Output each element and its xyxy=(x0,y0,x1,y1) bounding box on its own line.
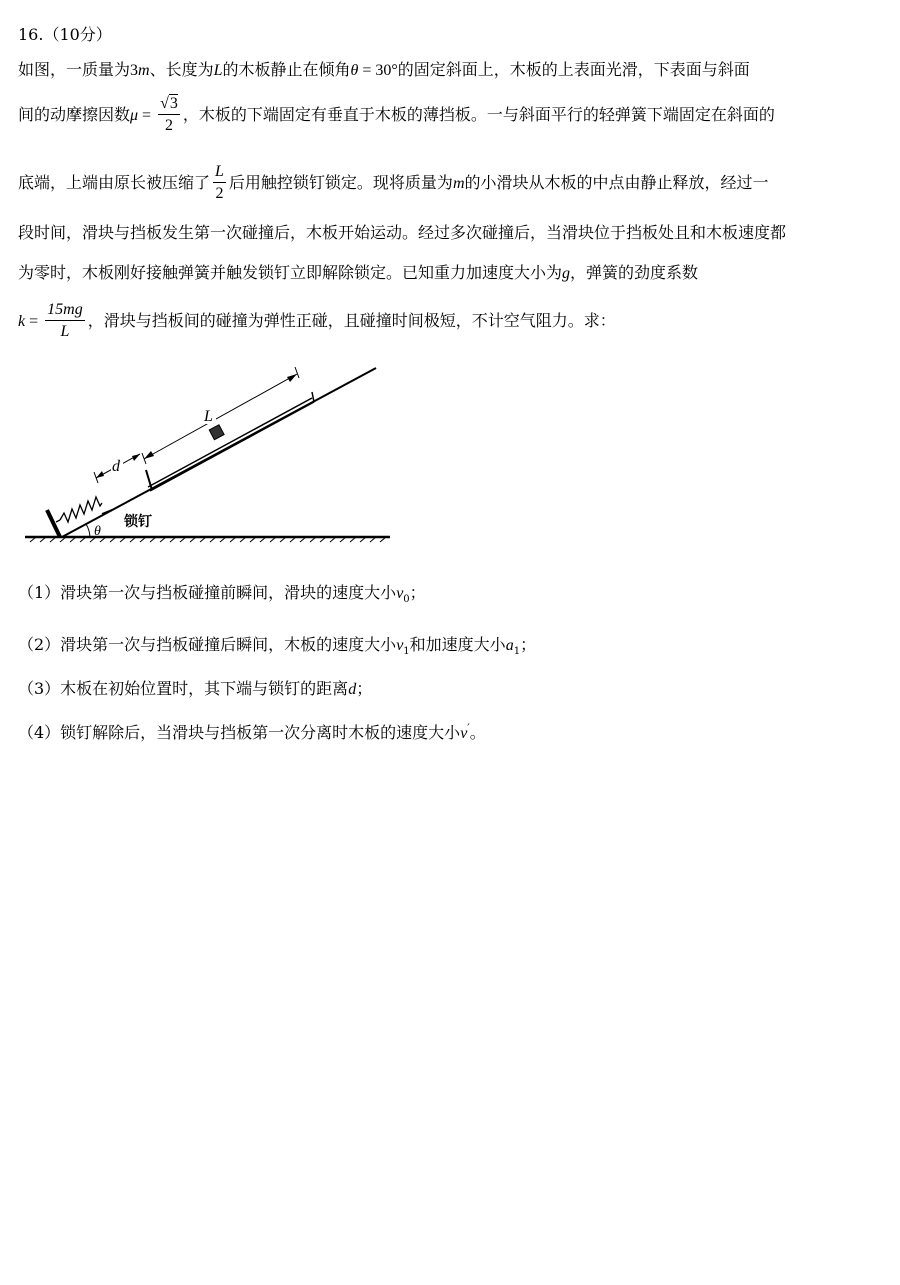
question-1: （1）滑块第一次与挡板碰撞前瞬间，滑块的速度大小$v_0$； xyxy=(18,583,426,606)
mu-symbol: μ xyxy=(130,107,139,124)
question-2: （2）滑块第一次与挡板碰撞后瞬间，木板的速度大小$v_1$和加速度大小$a_1$； xyxy=(18,635,537,658)
label-theta: θ xyxy=(94,524,101,539)
l-half-fraction: $\frac{L}{2}$ xyxy=(215,163,224,202)
theta-symbol: θ xyxy=(350,62,359,79)
problem-line-1: 如图，一质量为3m、长度为L的木板静止在倾角θ = 30°的固定斜面上，木板的上表面光滑，下表面与斜面 xyxy=(18,60,750,79)
slider-block xyxy=(209,425,224,440)
k-fraction: $\frac{15mg}{L}$ xyxy=(47,301,83,340)
label-d: d xyxy=(112,458,120,475)
problem-header: 16.（10分） xyxy=(18,25,112,44)
board-bottom xyxy=(150,402,314,491)
board-end xyxy=(312,392,314,402)
question-3: （3）木板在初始位置时，其下端与锁钉的距离d； xyxy=(18,679,373,698)
problem-line-6: k = $\frac{15mg}{L}$ ，滑块与挡板间的碰撞为弹性正碰，且碰撞时间极短，不计空气阻力。求： xyxy=(18,300,616,343)
angle-arc xyxy=(86,524,90,537)
dimension-L xyxy=(144,374,297,459)
problem-line-2: 间的动摩擦因数μ = $\frac{√3}{2}$ ，木板的下端固定有垂直于木板的薄挡板。一与斜面平行的轻弹簧下端固定在斜面的 xyxy=(18,94,775,137)
label-lock: 锁钉 xyxy=(124,514,152,530)
problem-line-3: 底端，上端由原长被压缩了 $\frac{L}{2}$ 后用触控锁钉锁定。现将质量为m的小滑块从木板的中点由静止释放，经过一 xyxy=(18,162,769,205)
incline-figure xyxy=(20,360,400,550)
question-4: （4）锁钉解除后，当滑块与挡板第一次分离时木板的速度大小v′。 xyxy=(18,721,486,742)
bottom-stop xyxy=(47,510,60,537)
label-L: L xyxy=(204,408,213,425)
problem-line-5: 为零时，木板刚好接触弹簧并触发锁钉立即解除锁定。已知重力加速度大小为g，弹簧的劲度系数 xyxy=(18,263,699,282)
mu-fraction: $\frac{√3}{2}$ xyxy=(160,95,178,134)
problem-line-4: 段时间，滑块与挡板发生第一次碰撞后，木板开始运动。经过多次碰撞后，当滑块位于挡板处且和木板速度都 xyxy=(18,223,787,242)
